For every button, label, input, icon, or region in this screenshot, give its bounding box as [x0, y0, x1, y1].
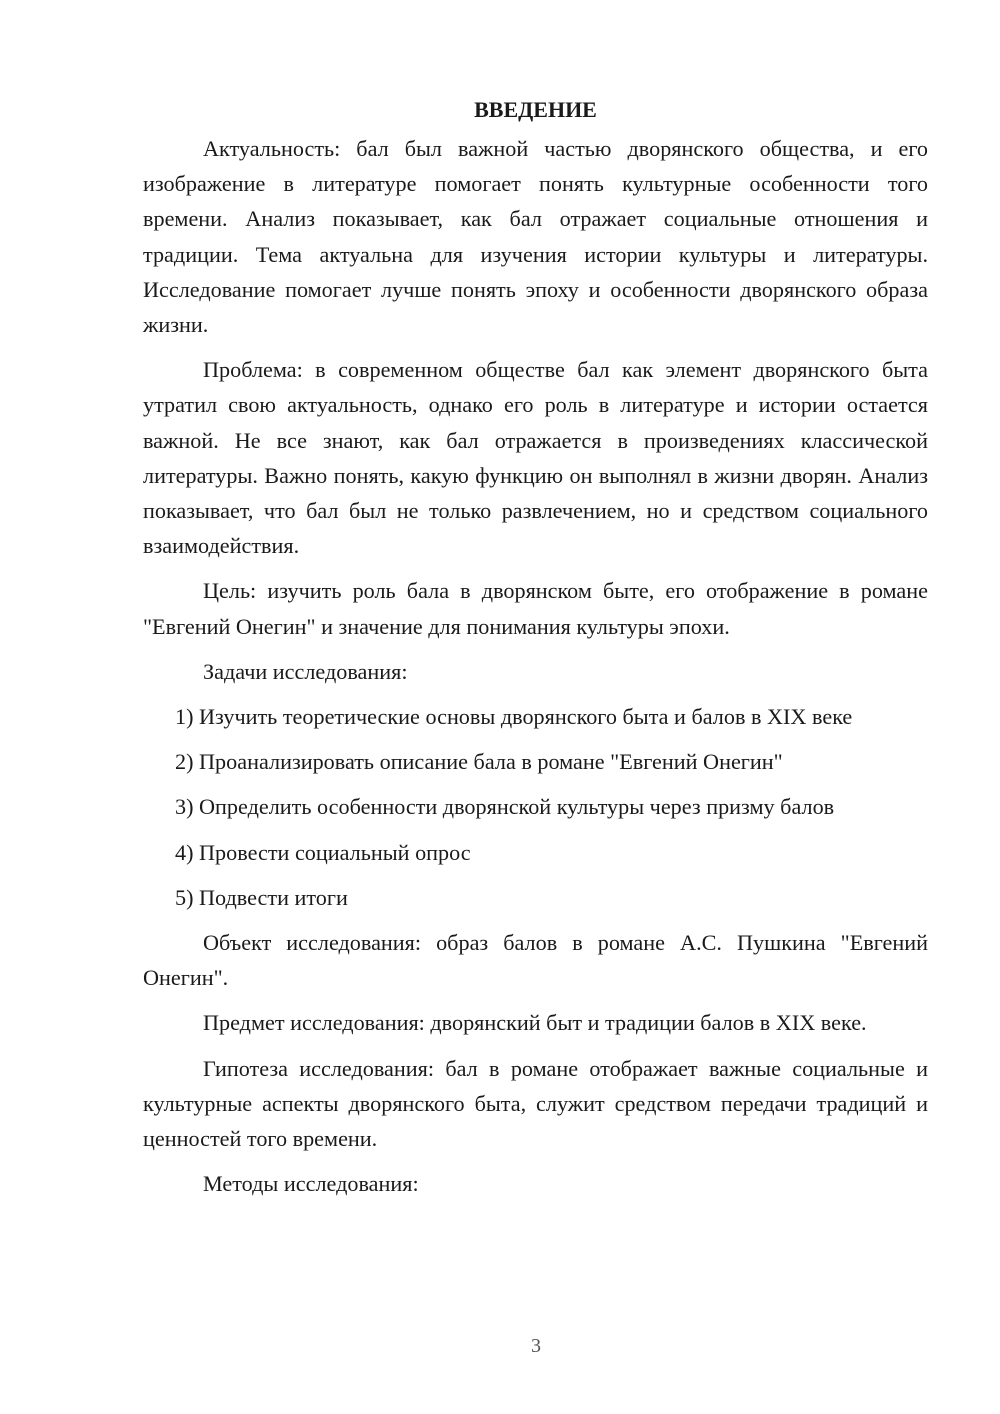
document-page [143, 92, 928, 1211]
paragraph-goal: Цель: изучить роль бала в дворянском быте, его отображение в романе "Евгений Онегин" и значение для понимания культуры эпохи. [143, 578, 928, 639]
task-item-5: 5) Подвести итоги [175, 884, 348, 910]
task-item-1: 1) Изучить теоретические основы дворянского быта и балов в XIX веке [175, 704, 853, 730]
paragraph-relevance: Актуальность: бал был важной частью дворянского общества, и его изображение в литературе помогает понять культурные особенности того времени. Анализ показывает, как бал отражает социальные отношения и традиции. Тема актуальна для изучения истории культуры и литературы. Исследование помогает лучше понять эпоху и особенности дворянского образа жизни. [143, 136, 928, 338]
section-title: ВВЕДЕНИЕ [474, 97, 597, 122]
paragraph-tasks-heading: Задачи исследования: [203, 658, 408, 684]
task-item-4: 4) Провести социальный опрос [175, 839, 471, 865]
paragraph-methods: Методы исследования: [203, 1171, 419, 1197]
page-number: 3 [531, 1335, 541, 1357]
paragraph-problem: Проблема: в современном обществе бал как элемент дворянского быта утратил свою актуальность, однако его роль в литературе и истории остается важной. Не все знают, как бал отражается в произведениях классической литературы. Важно понять, какую функцию он выполнял в жизни дворян. Анализ показывает, что бал был не только развлечением, но и средством социального взаимодействия. [143, 357, 928, 559]
task-item-3: 3) Определить особенности дворянской культуры через призму балов [175, 794, 835, 820]
paragraph-object: Объект исследования: образ балов в романе А.С. Пушкина "Евгений Онегин". [143, 930, 928, 991]
paragraph-hypothesis: Гипотеза исследования: бал в романе отображает важные социальные и культурные аспекты дворянского быта, служит средством передачи традиций и ценностей того времени. [143, 1055, 928, 1152]
paragraph-subject: Предмет исследования: дворянский быт и традиции балов в XIX веке. [203, 1010, 867, 1036]
task-item-2: 2) Проанализировать описание бала в романе "Евгений Онегин" [175, 749, 783, 775]
